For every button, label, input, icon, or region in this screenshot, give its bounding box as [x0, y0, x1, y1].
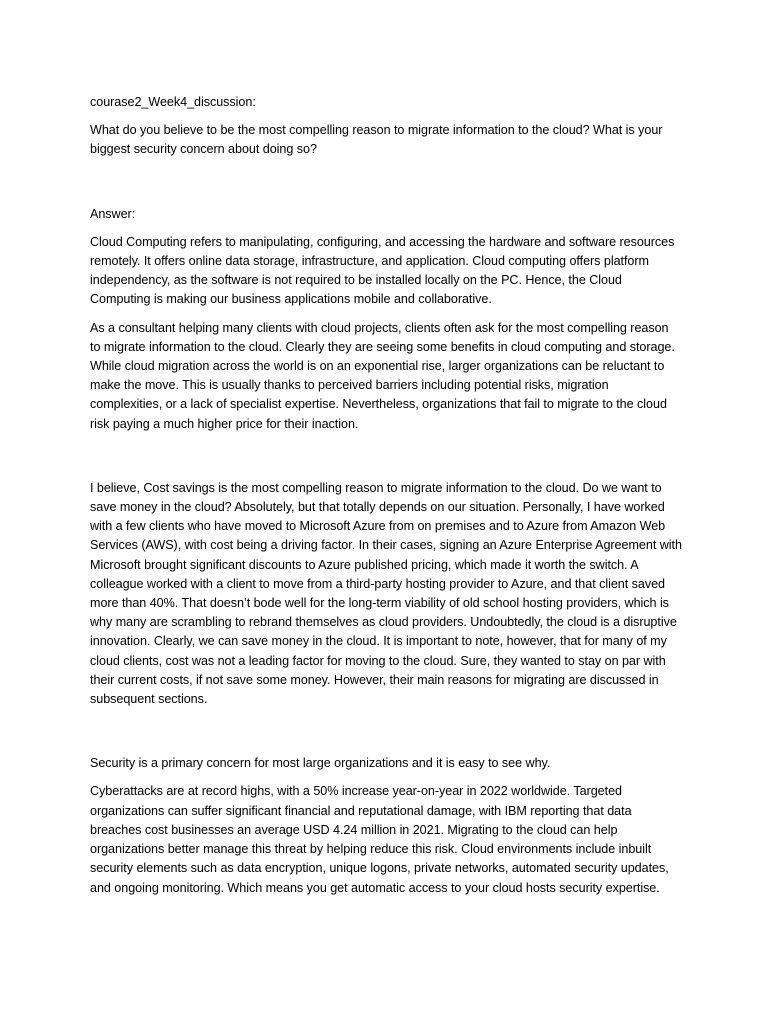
discussion-question: What do you believe to be the most compelling reason to migrate information to the cloud? What is your biggest security concern about doing so?	[90, 123, 663, 157]
paragraph-consultant: As a consultant helping many clients with cloud projects, clients often ask for the most compelling reason to migrate information to the cloud. Clearly they are seeing some benefits in cloud computing and storage. While cloud migration across the world is on an exponential rise, larger organizations can be reluctant to make the move. This is usually thanks to perceived barriers including potential risks, migration complexities, or a lack of specialist expertise. Nevertheless, organizations that fail to migrate to the cloud risk paying a much higher price for their inaction.	[90, 320, 675, 431]
paragraph-cost-savings: I believe, Cost savings is the most compelling reason to migrate information to the cloud. Do we want to save money in the cloud? Absolutely, but that totally depends on our situation. Personally, I have worked with a few clients who have moved to Microsoft Azure from on premises and to Azure from Amazon Web Services (AWS), with cost being a driving factor. In their cases, signing an Azure Enterprise Agreement with Microsoft brought significant discounts to Azure published pricing, which made it worth the switch. A colleague worked with a client to move from a third-party hosting provider to Azure, and that client saved more than 40%. That doesn’t bode well for the long-term viability of old school hosting providers, which is why many are scrambling to rebrand themselves as cloud providers. Undoubtedly, the cloud is a disruptive innovation. Clearly, we can save money in the cloud. It is important to note, however, that for many of my cloud clients, cost was not a leading factor for moving to the cloud. Sure, they wanted to stay on par with their current costs, if not save some money. However, their main reasons for migrating are discussed in subsequent sections.	[90, 480, 682, 707]
answer-label: Answer:	[90, 206, 136, 221]
document-body	[90, 93, 682, 898]
paragraph-security-intro: Security is a primary concern for most large organizations and it is easy to see why.	[90, 756, 551, 771]
paragraph-cloud-definition: Cloud Computing refers to manipulating, configuring, and accessing the hardware and software resources remotely. It offers online data storage, infrastructure, and application. Cloud computing offers platform independency, as the software is not required to be installed locally on the PC. Hence, the Cloud Computing is making our business applications mobile and collaborative.	[90, 234, 675, 307]
document-title: courase2_Week4_discussion:	[90, 95, 256, 109]
paragraph-cyberattacks: Cyberattacks are at record highs, with a 50% increase year-on-year in 2022 worldwide. Targeted organizations can suffer significant financial and reputational damage, with IBM reporting that data breaches cost businesses an average USD 4.24 million in 2021. Migrating to the cloud can help organizations better manage this threat by helping reduce this risk. Cloud environments include inbuilt security elements such as data encryption, unique logons, private networks, automated security updates, and ongoing monitoring. Which means you get automatic access to your cloud hosts security expertise.	[90, 784, 669, 895]
